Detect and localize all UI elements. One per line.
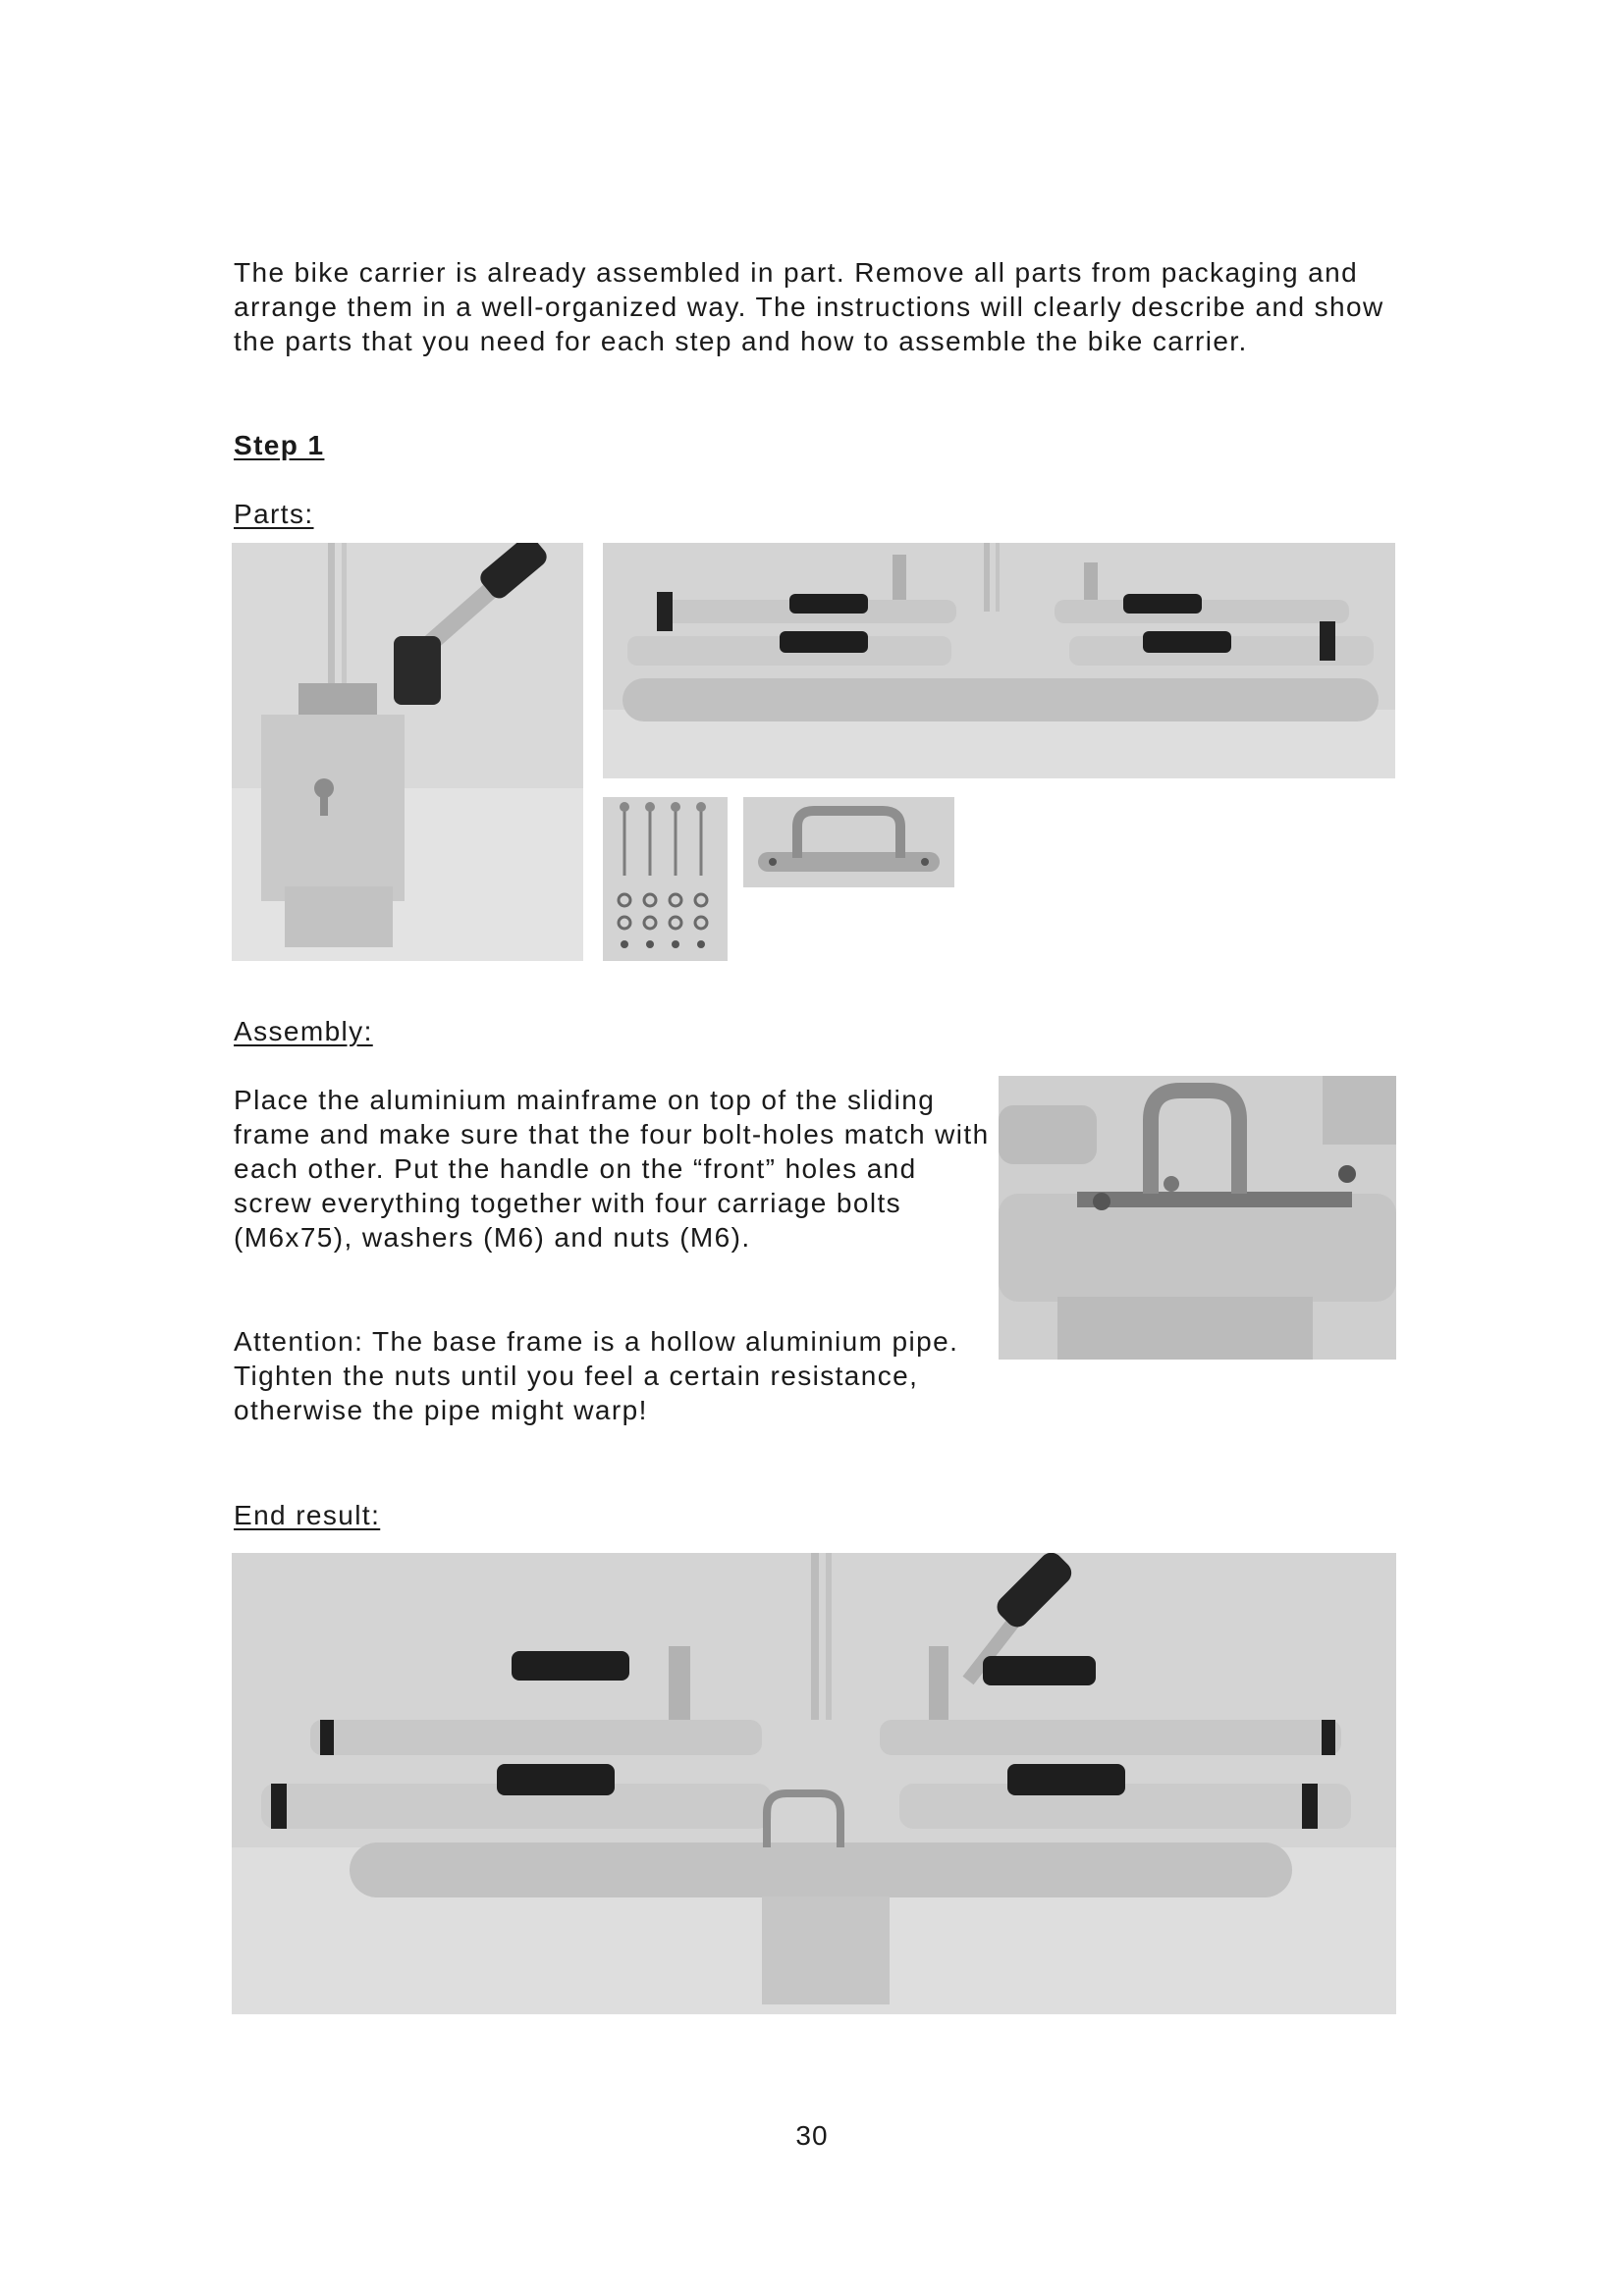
attention-paragraph: Attention: The base frame is a hollow aluminium pipe. Tighten the nuts until you feel a certain resistance, otherwise the pipe might warp!: [234, 1326, 959, 1425]
assembly-closeup-photo: [999, 1076, 1396, 1360]
page-number: 30: [795, 2120, 829, 2151]
assembly-paragraph: Place the aluminium mainframe on top of the sliding frame and make sure that the four bolt-holes match with each other. Put the handle on the “front” holes and screw everything together with four carriage bolts (M6x75), washers (M6) and nuts (M6).: [234, 1085, 990, 1253]
base-plate-photo: [232, 543, 583, 961]
intro-paragraph: The bike carrier is already assembled in part. Remove all parts from packaging and arrange them in a well-organized way. The instructions will clearly describe and show the parts that you need for each step and how to assemble the bike carrier.: [234, 257, 1384, 356]
assembly-label: Assembly:: [234, 1016, 373, 1046]
handle-photo: [743, 797, 954, 887]
bolts-washers-nuts-photo: [603, 797, 728, 961]
step-heading: Step 1: [234, 430, 325, 460]
parts-label: Parts:: [234, 499, 314, 529]
end-result-label: End result:: [234, 1500, 381, 1530]
end-result-photo: [232, 1553, 1396, 2014]
mainframe-photo: [603, 543, 1395, 778]
